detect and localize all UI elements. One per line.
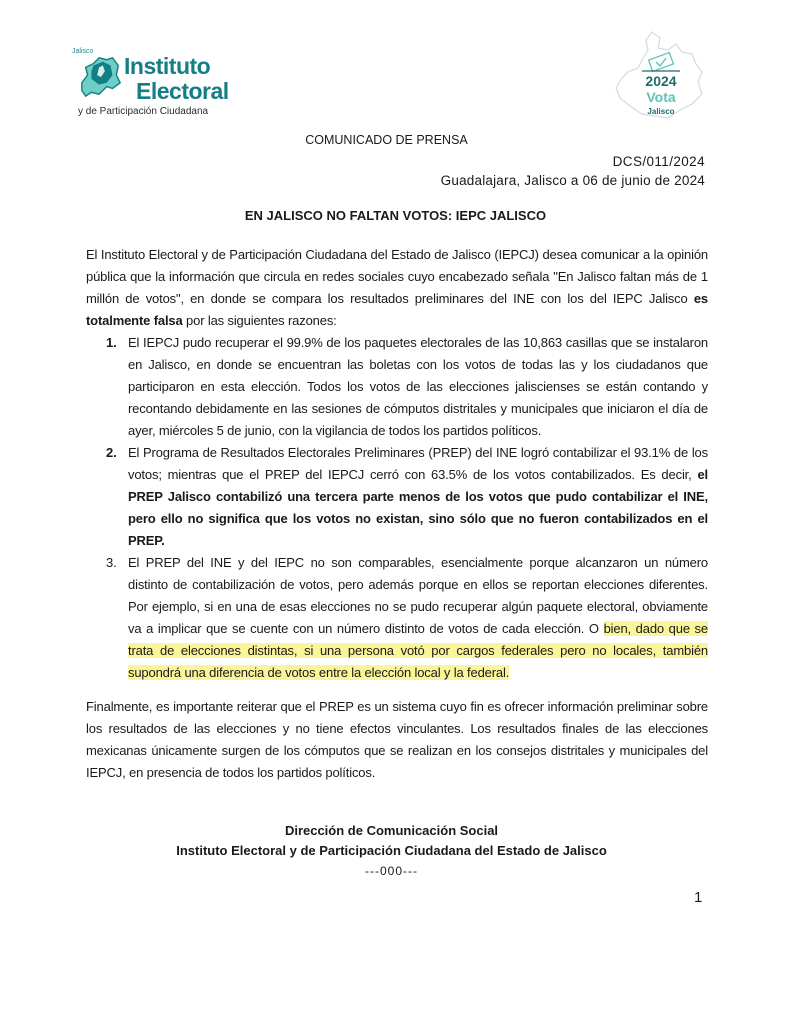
signature-institute-text: Instituto Electoral y de Participación Ciudadana del Estado de Jalisco [176,843,607,858]
place-date: Guadalajara, Jalisco a 06 de junio de 2024 [440,173,705,188]
item-text: El IEPCJ pudo recuperar el 99.9% de los paquetes electorales de las 10,863 casillas que se instalaron en Jalisco, en donde se encuentran las boletas con los votos de todas las y los ciudadanos que participaron en esta elección. Todos los votos de las elecciones jaliscienses se están contando y recontando debidamente en las sesiones de cómputos distritales y municipales que iniciaron el día de ayer, miércoles 5 de junio, con la vigilancia de todos los partidos políticos. [128,335,708,438]
closing-mark [0,862,791,880]
list-item [86,442,708,552]
logo-text-instituto: Instituto [124,53,211,79]
closing-text: Finalmente, es importante reiterar que el PREP es un sistema cuyo fin es ofrecer información preliminar sobre los resultados de las elecciones y no tiene efectos vinculantes. Los resultados finales de las elecciones mexicanas únicamente surgen de los cómputos que se realizan en los consejos distritales y municipales del IEPCJ, en presencia de todos los partidos políticos. [86,699,708,780]
highlighted-text: bien, dado que se trata de elecciones distintas, si una persona votó por cargos federales pero no locales, también supondrá una diferencia de votos entre la elección local y la federal. [128,621,708,680]
document-body [86,244,708,784]
item-text-bold: el PREP Jalisco contabilizó una tercera parte menos de los votos que pudo contabilizar el INE, pero ello no significa que los votos no existan, sino sólo que no fueron contabilizados en el PREP. [128,467,708,548]
page-number: 1 [694,889,703,906]
intro-bold: es totalmente falsa [86,291,708,328]
iepc-logo [72,48,272,124]
logo-text-participacion: y de Participación Ciudadana [78,106,209,117]
item-number: 3. [106,555,117,570]
jalisco-map-emblem-icon [78,54,124,100]
item-text [128,442,708,552]
intro-text: El Instituto Electoral y de Participación Ciudadana del Estado de Jalisco (IEPCJ) desea comunicar a la opinión pública que la información que circula en redes sociales cuyo encabezado señala "En Jalisco faltan más de 1 millón de votos", en donde se compara los resultados preliminares del INE con los del IEPC Jalisco [86,247,708,306]
document-type-text: COMUNICADO DE PRENSA [305,133,468,147]
closing-paragraph [86,696,708,784]
logo-year: 2024 [645,73,677,89]
intro-text-end: por las siguientes razones: [182,313,337,328]
signature-institute [0,842,791,860]
reasons-list [86,332,708,684]
document-reference: DCS/011/2024 [612,154,705,169]
document-type [0,131,791,149]
item-text-plain: El PREP del INE y del IEPC no son comparables, esencialmente porque alcanzaron un número distinto de contabilización de votos, pero además porque en ellos se reportan elecciones diferentes. Por ejemplo, si en una de esas elecciones no se pudo recuperar algún paquete electoral, obviamente va a implicar que se cuente con un número distinto de votos de cada elección. O [128,555,708,636]
list-item [86,552,708,684]
logo-vota: Vota [646,89,676,105]
logo-jalisco: Jalisco [647,107,675,116]
headline [0,207,791,225]
logo-jalisco-tag: Jalisco [72,48,94,55]
item-number: 2. [106,445,117,460]
signature-department [0,822,791,840]
vota-jalisco-logo [612,28,712,122]
item-text-plain: El Programa de Resultados Electorales Preliminares (PREP) del INE logró contabilizar el 93.1% de los votos; mientras que el PREP del IEPCJ cerró con 63.5% de los votos contabilizados. Es decir, [128,445,708,482]
intro-paragraph [86,244,708,332]
logo-text-electoral: Electoral [136,78,229,104]
list-item [86,332,708,442]
signature-department-text: Dirección de Comunicación Social [284,823,499,838]
item-number: 1. [106,335,117,350]
closing-mark-text: ---000--- [365,864,418,878]
item-text [128,552,708,684]
headline-text: EN JALISCO NO FALTAN VOTOS: IEPC JALISCO [244,208,547,223]
